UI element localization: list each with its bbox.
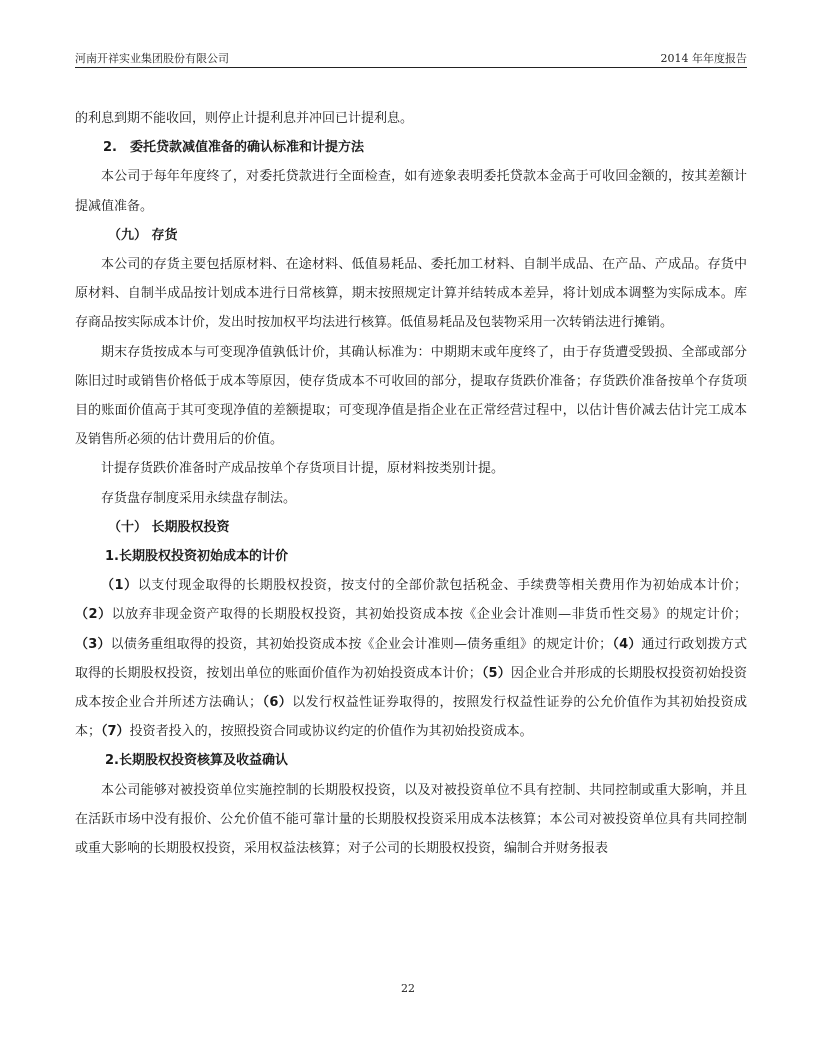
header-rule	[75, 67, 747, 68]
paragraph-entrusted-loan: 本公司于每年年度终了，对委托贷款进行全面检查，如有迹象表明委托贷款本金高于可收回金额的，按其差额计提减值准备。	[75, 169, 747, 214]
item-text-1: 以支付现金取得的长期股权投资，按支付的全部价款包括税金、手续费等相关费用作为初始成本计价；	[137, 578, 747, 594]
item-marker-1: （1）	[101, 578, 138, 594]
item-marker-4: （4）	[612, 636, 642, 652]
header-company: 河南开祥实业集团股份有限公司	[75, 52, 229, 65]
page-header	[75, 52, 747, 68]
paragraph-accounting-method: 本公司能够对被投资单位实施控制的长期股权投资，以及对被投资单位不具有控制、共同控制或重大影响，并且在活跃市场中没有报价、公允价值不能可靠计量的长期股权投资采用成本法核算；本公司对被投资单位具有共同控制或重大影响的长期股权投资，采用权益法核算；对子公司的长期股权投资，编制合并财务报表	[75, 782, 747, 857]
item-text-2: 以放弃非现金资产取得的长期股权投资，其初始投资成本按《企业会计准则—非货币性交易》的规定计价；	[111, 607, 747, 623]
item-text-3: 以债务重组取得的投资，其初始投资成本按《企业会计准则—债务重组》的规定计价；	[110, 636, 613, 652]
item-marker-6: （6）	[262, 695, 293, 711]
page-body	[75, 104, 747, 863]
item-marker-7: （7）	[101, 724, 130, 740]
item-marker-2: （2）	[75, 607, 112, 623]
paragraph-inventory-composition: 本公司的存货主要包括原材料、在途材料、低值易耗品、委托加工材料、自制半成品、在产品、产成品。存货中原材料、自制半成品按计划成本进行日常核算，期末按照规定计算并结转成本差异，将计划成本调整为实际成本。库存商品按实际成本计价，发出时按加权平均法进行核算。低值易耗品及包装物采用一次转销法进行摊销。	[75, 257, 747, 331]
heading-entrusted-loan-impairment: 2. 委托贷款减值准备的确认标准和计提方法	[103, 140, 364, 156]
paragraph-inventory-provision: 计提存货跌价准备时产成品按单个存货项目计提，原材料按类别计提。	[101, 461, 505, 477]
page-number: 22	[401, 982, 415, 995]
heading-accounting-recognition: 2.长期股权投资核算及收益确认	[105, 753, 288, 769]
item-text-6: 以发行权益性证券取得的，按照发行权益性证券的公允价值作为其初始投资成本；	[75, 695, 747, 740]
paragraph-inventory-system: 存货盘存制度采用永续盘存制法。	[101, 490, 297, 506]
heading-initial-cost: 1.长期股权投资初始成本的计价	[105, 549, 288, 565]
heading-long-term-equity: （十） 长期股权投资	[108, 519, 230, 535]
item-text-4: 通过行政划拨方式取得的长期股权投资，按划出单位的账面价值作为初始投资成本计价；	[75, 636, 747, 681]
paragraph-interest-continuation: 的利息到期不能收回，则停止计提利息并冲回已计提利息。	[75, 111, 414, 126]
header-report-title: 2014 年年度报告	[660, 52, 747, 65]
paragraph-initial-cost	[75, 571, 747, 746]
item-marker-5: （5）	[481, 665, 511, 681]
item-text-7: 投资者投入的，按照投资合同或协议约定的价值作为其初始投资成本。	[129, 724, 533, 740]
item-text-5: 因企业合并形成的长期股权投资初始投资成本按企业合并所述方法确认；	[75, 665, 747, 711]
heading-inventory: （九） 存货	[108, 227, 178, 243]
item-marker-3: （3）	[75, 636, 111, 652]
paragraph-inventory-valuation: 期末存货按成本与可变现净值孰低计价，其确认标准为：中期期末或年度终了，由于存货遭受毁损、全部或部分陈旧过时或销售价格低于成本等原因，使存货成本不可收回的部分，提取存货跌价准备；存货跌价准备按单个存货项目的账面价值高于其可变现净值的差额提取；可变现净值是指企业在正常经营过程中，以估计售价减去估计完工成本及销售所必须的估计费用后的价值。	[75, 344, 747, 448]
